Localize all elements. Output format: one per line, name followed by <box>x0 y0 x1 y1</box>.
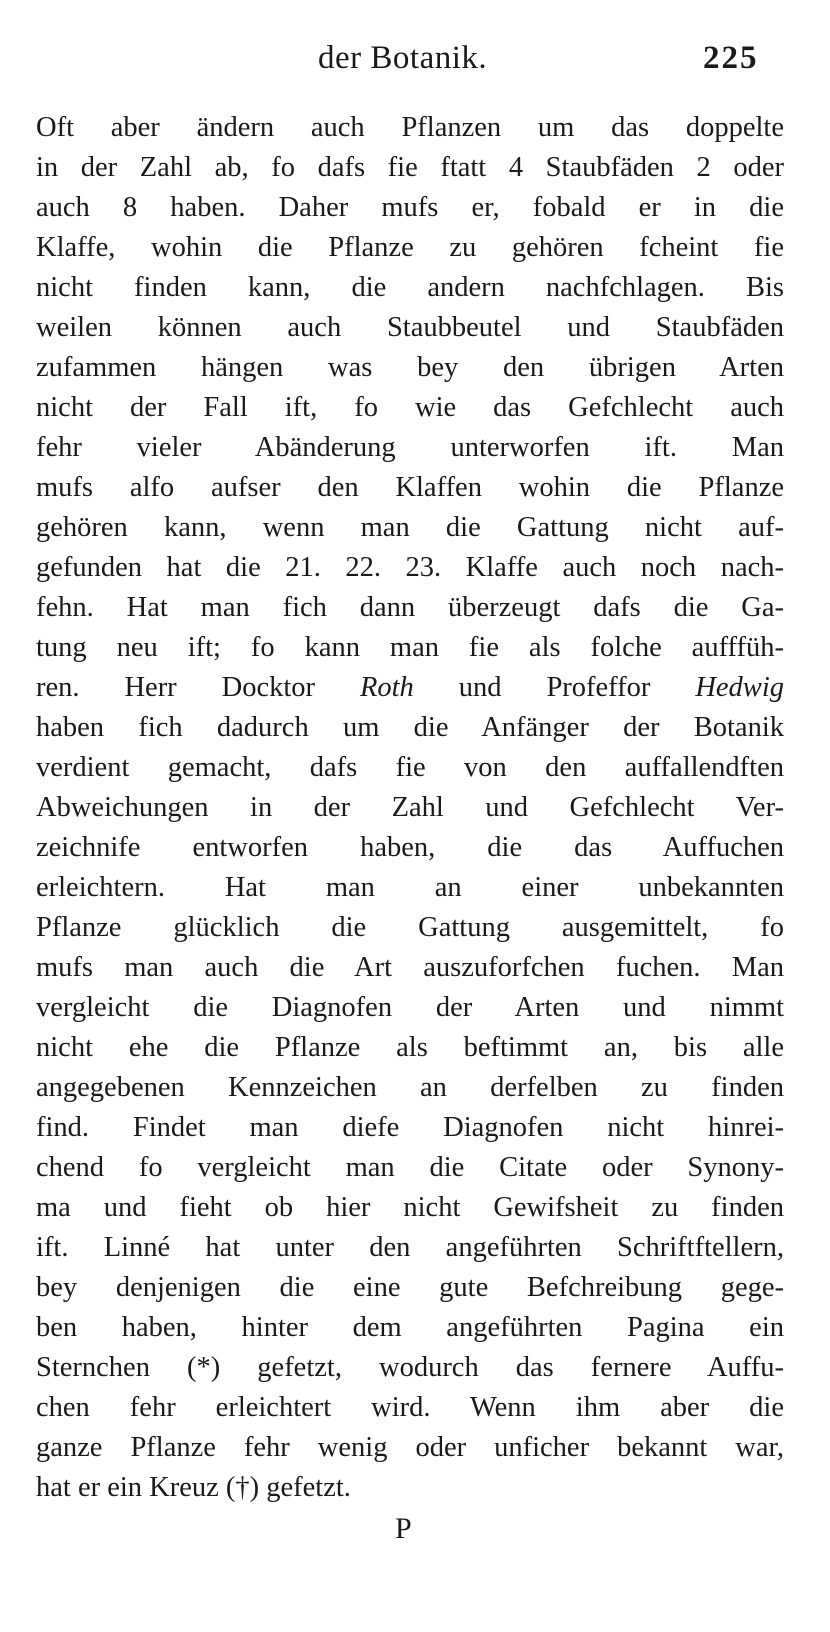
text-line: nicht finden kann, die andern nachfchlagen. Bis <box>36 272 784 303</box>
line-segment: ren. Herr Docktor <box>36 672 360 703</box>
signature-mark: P <box>395 1512 412 1545</box>
text-line: Sternchen (*) gefetzt, wodurch das fernere Auffu- <box>36 1352 784 1383</box>
text-line: weilen können auch Staubbeutel und Staubfäden <box>36 312 784 343</box>
text-line: erleichtern. Hat man an einer unbekannten <box>36 872 784 903</box>
running-head <box>0 40 830 80</box>
text-line: zufammen hängen was bey den übrigen Arten <box>36 352 784 383</box>
text-line: verdient gemacht, dafs fie von den auffallendften <box>36 752 784 783</box>
text-line: tung neu ift; fo kann man fie als folche aufffüh- <box>36 632 784 663</box>
text-line: mufs man auch die Art auszuforfchen fuchen. Man <box>36 952 784 983</box>
running-title: der Botanik. <box>318 40 488 76</box>
text-line: auch 8 haben. Daher mufs er, fobald er in die <box>36 192 784 223</box>
text-line: nicht ehe die Pflanze als beftimmt an, bis alle <box>36 1032 784 1063</box>
text-line: vergleicht die Diagnofen der Arten und nimmt <box>36 992 784 1023</box>
text-line: zeichnife entworfen haben, die das Auffuchen <box>36 832 784 863</box>
text-line: haben fich dadurch um die Anfänger der Botanik <box>36 712 784 743</box>
text-line: chend fo vergleicht man die Citate oder Synony- <box>36 1152 784 1183</box>
text-line: Pflanze glücklich die Gattung ausgemittelt, fo <box>36 912 784 943</box>
text-line: ganze Pflanze fehr wenig oder unficher bekannt war, <box>36 1432 784 1463</box>
body-text <box>36 108 784 1508</box>
text-line: fehn. Hat man fich dann überzeugt dafs die Ga- <box>36 592 784 623</box>
text-line: gefunden hat die 21. 22. 23. Klaffe auch noch nach- <box>36 552 784 583</box>
text-line: find. Findet man diefe Diagnofen nicht hinrei- <box>36 1112 784 1143</box>
text-line-last: hat er ein Kreuz (†) gefetzt. <box>36 1472 351 1503</box>
text-line: Oft aber ändern auch Pflanzen um das doppelte <box>36 112 784 143</box>
text-line: ma und fieht ob hier nicht Gewifsheit zu finden <box>36 1192 784 1223</box>
text-line: in der Zahl ab, fo dafs fie ftatt 4 Staubfäden 2 oder <box>36 152 784 183</box>
text-line: chen fehr erleichtert wird. Wenn ihm aber die <box>36 1392 784 1423</box>
text-line: ift. Linné hat unter den angeführten Schriftftellern, <box>36 1232 784 1263</box>
text-line: angegebenen Kennzeichen an derfelben zu finden <box>36 1072 784 1103</box>
page-number: 225 <box>703 40 759 76</box>
author-name-roth: Roth <box>359 672 414 703</box>
text-line: ben haben, hinter dem angeführten Pagina ein <box>36 1312 784 1343</box>
text-line: nicht der Fall ift, fo wie das Gefchlecht auch <box>36 392 784 423</box>
text-line: bey denjenigen die eine gute Befchreibung gege- <box>36 1272 784 1303</box>
author-name-hedwig: Hedwig <box>695 672 784 703</box>
line-segment: und Profeffor <box>413 672 696 703</box>
text-line: gehören kann, wenn man die Gattung nicht auf- <box>36 512 784 543</box>
text-line: Abweichungen in der Zahl und Gefchlecht Ver- <box>36 792 784 823</box>
text-line-with-names <box>36 668 784 708</box>
text-line: mufs alfo aufser den Klaffen wohin die Pflanze <box>36 472 784 503</box>
text-line: Klaffe, wohin die Pflanze zu gehören fcheint fie <box>36 232 784 263</box>
text-line: fehr vieler Abänderung unterworfen ift. Man <box>36 432 784 463</box>
